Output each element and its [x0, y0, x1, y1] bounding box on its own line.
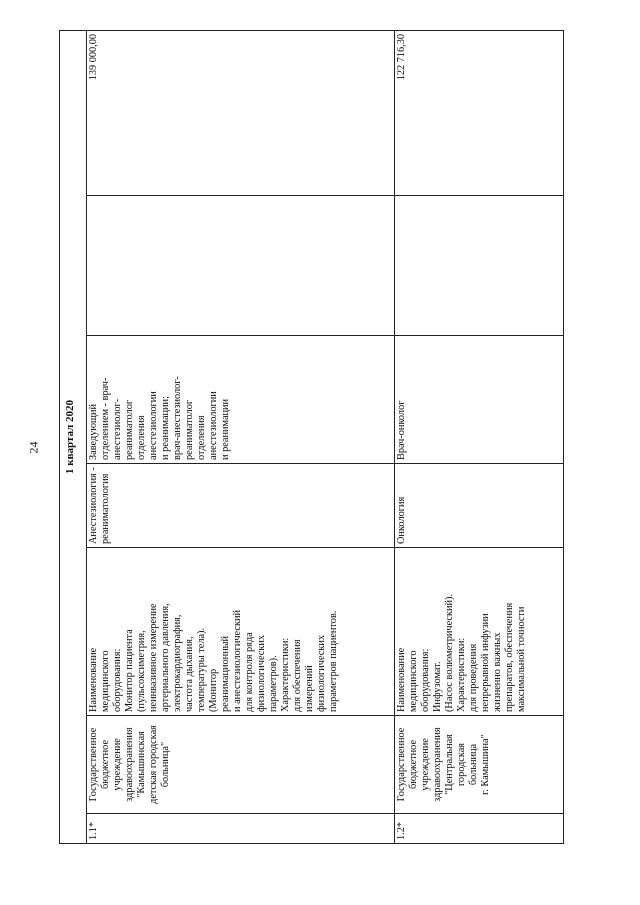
blank-cell — [395, 196, 564, 336]
text-line: "Центральная — [444, 734, 455, 795]
text-line: параметров). — [268, 655, 279, 712]
text-line: Характеристики: — [456, 637, 467, 712]
profile-cell: Онкология — [395, 464, 564, 548]
text-line: учреждение — [420, 738, 431, 791]
text-line: Инфузомат. — [432, 661, 443, 712]
text-line: и реанимации; — [160, 396, 171, 460]
text-line: врач-анестезиолог- — [172, 376, 183, 460]
text-line: температуры тела). — [196, 627, 207, 712]
text-line: электрокардиография, — [172, 614, 183, 712]
text-line: неинвазивное измерение — [148, 603, 159, 712]
text-line: Наименование — [396, 647, 407, 712]
text-line: Государственное — [88, 727, 99, 802]
text-line: жизненно важных — [492, 632, 503, 712]
text-line: медицинского — [100, 650, 111, 712]
blank-cell — [87, 196, 395, 336]
organization-cell — [395, 716, 564, 814]
text-line: здравоохранения — [124, 727, 135, 802]
text-line: и реанимации — [220, 398, 231, 460]
text-line: для обеспечения — [292, 639, 303, 712]
text-line: оборудования: — [420, 648, 431, 712]
sum-cell: 122 716,30 — [395, 30, 564, 195]
equipment-cell — [395, 548, 564, 716]
text-line: препаратов, обеспечения — [504, 602, 515, 712]
text-line: Наименование — [88, 647, 99, 712]
text-line: Монитор пациента — [124, 629, 135, 712]
rotated-table-container — [59, 31, 553, 844]
text-line: больница" — [160, 741, 171, 788]
text-line: учреждение — [112, 738, 123, 791]
text-line: для проведения — [468, 643, 479, 712]
organization-cell — [87, 716, 395, 814]
text-line: реаниматолог — [184, 399, 195, 460]
text-line: артериального давления, — [160, 603, 171, 712]
page-number: 24 — [26, 441, 41, 454]
position-cell — [87, 336, 395, 464]
text-line: реаниматолог — [124, 399, 135, 460]
text-line: физиологических — [316, 634, 327, 712]
text-line: городская — [456, 742, 467, 787]
text-line: медицинского — [408, 650, 419, 712]
row-number: 1.1* — [87, 814, 395, 844]
text-line: "Камышинская — [136, 731, 147, 798]
text-line: реанимационный — [220, 635, 231, 712]
sum-cell: 139 000,00 — [87, 30, 395, 195]
text-line: бюджетное — [408, 739, 419, 790]
text-line: (Насос волюметрический). — [444, 593, 455, 712]
text-line: анестезиолог- — [112, 398, 123, 460]
text-line: Заведующий — [88, 404, 99, 460]
table-row — [87, 30, 395, 843]
quarter-header: 1 квартал 2020 — [60, 30, 87, 843]
text-line: анестезиологии — [148, 391, 159, 460]
text-line: частота дыхания, — [184, 636, 195, 712]
text-line: отделения — [136, 415, 147, 460]
text-line: измерений — [304, 665, 315, 712]
text-line: анестезиологии — [208, 391, 219, 460]
text-line: бюджетное — [100, 739, 111, 790]
text-line: здравоохранения — [432, 727, 443, 802]
text-line: Врач-онколог — [396, 400, 407, 460]
text-line: детская городская — [148, 725, 159, 804]
text-line: оборудования: — [112, 648, 123, 712]
table-wrapper — [59, 31, 553, 844]
text-line: максимальной точности — [516, 606, 527, 712]
text-line: и анестезиологический — [232, 610, 243, 712]
text-line: для контроля ряда — [244, 632, 255, 712]
text-line: отделения — [196, 415, 207, 460]
table-row — [395, 30, 564, 843]
text-line: (Монитор — [208, 668, 219, 712]
text-line: отделением - врач- — [100, 377, 111, 460]
profile-cell: Анестезиология - реаниматология — [87, 464, 395, 548]
text-line: (пульсоксиметрия, — [136, 630, 147, 712]
position-cell — [395, 336, 564, 464]
text-line: Государственное — [396, 727, 407, 802]
text-line: непрерывной инфузии — [480, 613, 491, 712]
text-line: г. Камышина" — [480, 734, 491, 795]
equipment-cell — [87, 548, 395, 716]
equipment-table — [59, 30, 564, 844]
text-line: больница — [468, 743, 479, 786]
text-line: физиологических — [256, 634, 267, 712]
row-number: 1.2* — [395, 814, 564, 844]
text-line: параметров пациентов. — [328, 610, 339, 712]
text-line: Характеристики: — [280, 637, 291, 712]
